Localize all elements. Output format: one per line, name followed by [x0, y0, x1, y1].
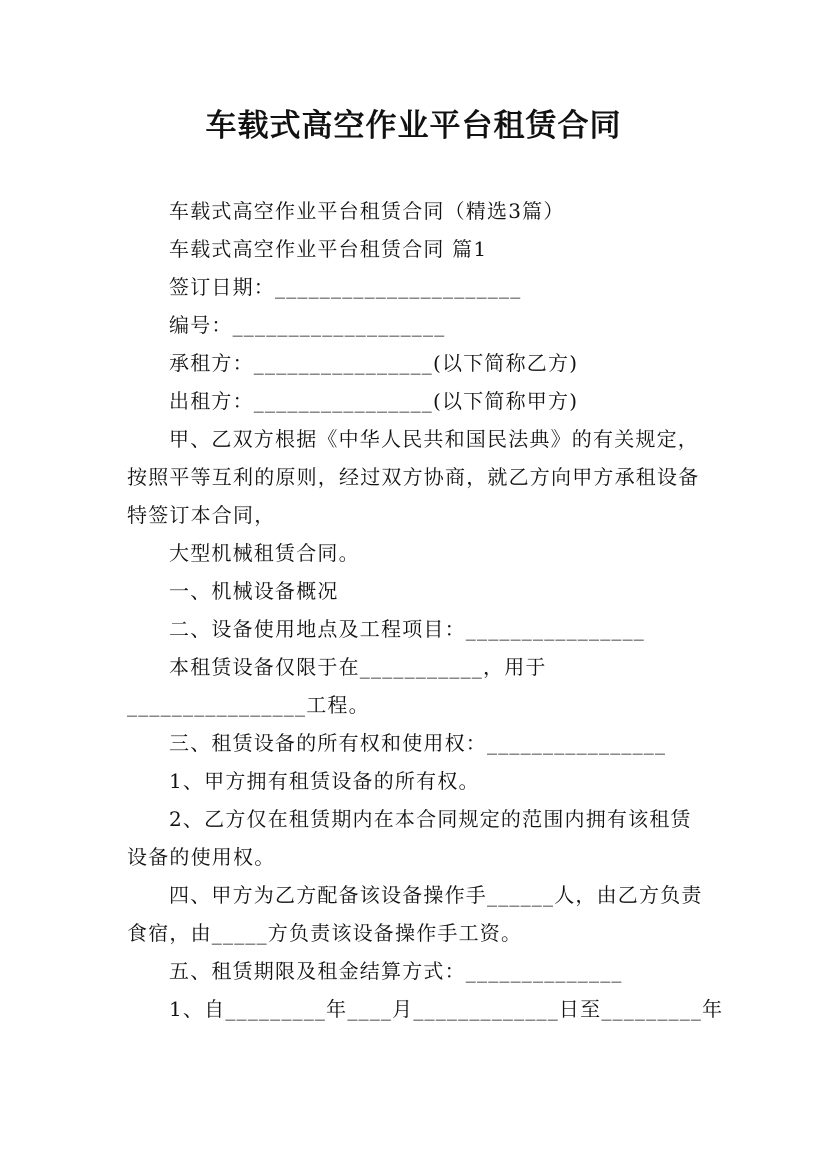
paragraph-ownership: 1、甲方拥有租赁设备的所有权。: [169, 769, 480, 793]
paragraph-usage-location: 本租赁设备仅限于在___________，用于________________工程。: [127, 655, 547, 717]
paragraph-section-3: 三、租赁设备的所有权和使用权：________________: [169, 731, 667, 755]
document-title: 车载式高空作业平台租赁合同: [205, 108, 622, 144]
paragraph-lease-term: 1、自_________年____月_____________日至_________年: [169, 997, 724, 1021]
paragraph-lessee: 承租方：________________(以下简称乙方): [169, 351, 579, 375]
paragraph-usage-right: 2、乙方仅在租赁期内在本合同规定的范围内拥有该租赁设备的使用权。: [127, 807, 692, 869]
paragraph-lessor: 出租方：________________(以下简称甲方): [169, 389, 579, 413]
paragraph-signing-date: 签订日期：______________________: [169, 275, 522, 299]
paragraph-preamble: 甲、乙双方根据《中华人民共和国民法典》的有关规定，按照平等互利的原则，经过双方协商，就乙方向甲方承租设备特签订本合同，: [127, 427, 700, 527]
paragraph-section-4: 四、甲方为乙方配备该设备操作手______人，由乙方负责食宿，由_____方负责该设备操作手工资。: [127, 883, 703, 945]
paragraph-part-heading: 车载式高空作业平台租赁合同 篇1: [169, 237, 488, 261]
paragraph-contract-number: 编号：___________________: [169, 313, 446, 337]
document-body: [127, 192, 724, 1028]
paragraph-section-1: 一、机械设备概况: [169, 579, 339, 603]
paragraph-section-5: 五、租赁期限及租金结算方式：______________: [169, 959, 623, 983]
paragraph-subtitle: 车载式高空作业平台租赁合同（精选3篇）: [169, 199, 565, 223]
paragraph-heavy-machinery: 大型机械租赁合同。: [169, 541, 360, 565]
paragraph-section-2: 二、设备使用地点及工程项目：________________: [169, 617, 645, 641]
